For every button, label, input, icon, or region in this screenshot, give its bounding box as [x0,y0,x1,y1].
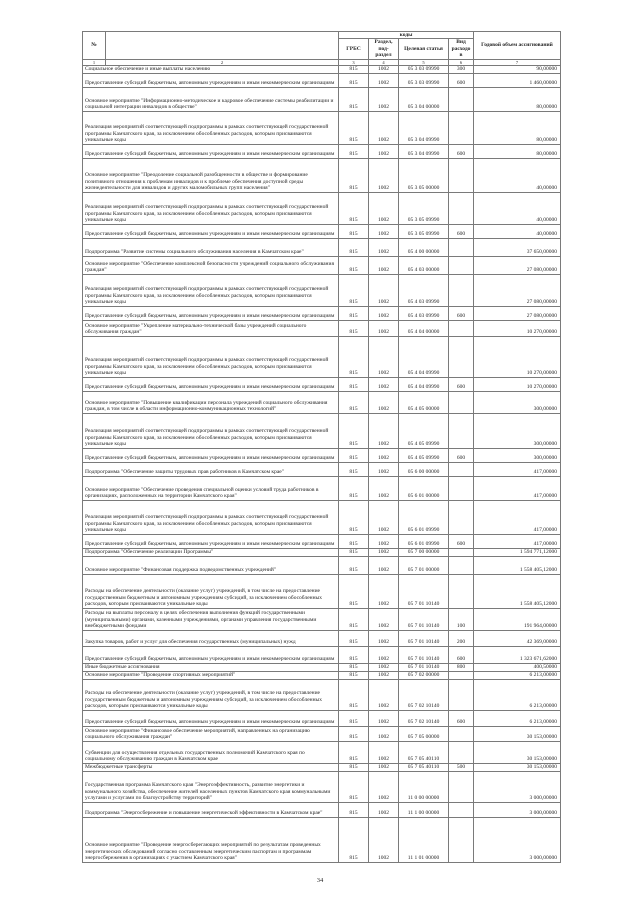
row-amount: 90,00000 [474,65,561,73]
table-row [83,679,561,710]
row-grbs: 815 [339,391,369,413]
row-name: Предоставление субсидий бюджетным, автономным учреждениям и иным некоммерческим организациям [83,646,339,663]
row-name: Расходы на обеспечение деятельности (оказание услуг) учреждений, в том числе на предоставление государственным бюджетным и автономным учреждениям субсидий, за исключением обособленных расходов, которым присваиваются уникальные коды [83,679,339,710]
row-name: Подпрограмма "Энергосбережение и повышение энергетической эффективности в Камчатском крае" [83,802,339,817]
row-section: 1002 [369,274,399,306]
table-row [83,802,561,817]
row-section: 1002 [369,391,399,413]
table-row [83,574,561,608]
table-row [83,726,561,741]
row-expense-type: 600 [449,306,474,320]
table-row [83,192,561,224]
row-target: 05 7 02 10140 [399,679,449,710]
row-grbs: 815 [339,462,369,476]
row-name: Подпрограмма "Обеспечение защиты трудовых прав работников в Камчатском крае" [83,462,339,476]
row-name: Основное мероприятие "Повышение квалификации персонала учреждений социального обслуживания граждан, в том числе в области информационно-коммуникационных технологий" [83,391,339,413]
table-row [83,448,561,462]
budget-table [82,31,561,863]
header-codes: коды [339,32,474,39]
table-body [83,65,561,862]
row-name: Субвенции для осуществления отдельных государственных полномочий Камчатского края по социальному обслуживанию граждан в Камчатском крае [83,741,339,763]
column-number: 5 [399,59,449,65]
row-grbs: 815 [339,65,369,73]
table-row [83,158,561,192]
row-amount: 300,00000 [474,391,561,413]
row-expense-type [449,158,474,192]
row-grbs: 815 [339,448,369,462]
row-name: Реализация мероприятий соответствующей подпрограммы в рамках соответствующей государственной программы Камчатского края, за исключением обособленных расходов, которым присваиваются уникальные коды [83,413,339,448]
row-expense-type [449,556,474,574]
row-expense-type [449,548,474,556]
row-section: 1002 [369,556,399,574]
row-expense-type: 600 [449,377,474,391]
row-grbs: 815 [339,320,369,336]
row-grbs: 815 [339,238,369,256]
row-name: Социальное обеспечение и иные выплаты населению [83,65,339,73]
row-section: 1002 [369,377,399,391]
table-row [83,377,561,391]
row-grbs: 815 [339,377,369,391]
row-section: 1002 [369,111,399,144]
table-row [83,336,561,377]
row-target: 05 6 01 00000 [399,476,449,500]
row-expense-type: 600 [449,646,474,663]
row-section: 1002 [369,802,399,817]
row-amount: 417,00000 [474,534,561,548]
row-target: 05 7 01 10140 [399,608,449,630]
row-target: 05 7 05 40110 [399,763,449,771]
column-number: 1 [83,59,106,65]
row-target: 05 6 00 00000 [399,462,449,476]
table-row [83,320,561,336]
table-row [83,224,561,238]
table-row [83,274,561,306]
column-number: 3 [339,59,369,65]
row-target: 05 7 00 00000 [399,548,449,556]
row-grbs: 815 [339,646,369,663]
table-row [83,663,561,671]
row-name: Государственная программа Камчатского края "Энергоэффективность, развитие энергетики и коммунального хозяйства, обеспечение жителей населенных пунктов Камчатского края коммунальными услугами и услугами по благоустройству территорий" [83,771,339,802]
row-section: 1002 [369,574,399,608]
row-name: Основное мероприятие "Преодоление социальной разобщенности в обществе и формирование позитивного отношения к проблемам инвалидов и к проблеме обеспечения доступной среды жизнедеятельности для инвалидов и других маломобильных групп населения" [83,158,339,192]
table-header [83,32,561,66]
row-expense-type [449,671,474,679]
row-target: 05 7 01 10140 [399,630,449,646]
row-expense-type: 100 [449,608,474,630]
row-name: Реализация мероприятий соответствующей подпрограммы в рамках соответствующей государственной программы Камчатского края, за исключением обособленных расходов, которым присваиваются уникальные коды [83,192,339,224]
row-expense-type: 600 [449,710,474,726]
row-grbs: 815 [339,763,369,771]
row-amount: 300,00000 [474,413,561,448]
row-section: 1002 [369,671,399,679]
row-section: 1002 [369,817,399,862]
row-section: 1002 [369,771,399,802]
row-expense-type [449,802,474,817]
row-amount: 30 153,00000 [474,741,561,763]
row-name: Реализация мероприятий соответствующей подпрограммы в рамках соответствующей государственной программы Камчатского края, за исключением обособленных расходов, которым присваиваются уникальные коды [83,336,339,377]
row-name: Основное мероприятие "Обеспечение проведения специальной оценки условий труда работников в организациях, расположенных на территории Камчатского края" [83,476,339,500]
row-expense-type [449,87,474,111]
table-row [83,144,561,158]
row-amount: 1 594 771,12000 [474,548,561,556]
row-grbs: 815 [339,111,369,144]
row-grbs: 815 [339,556,369,574]
row-name: Основное мероприятие "Проведение спортивных мероприятий" [83,671,339,679]
row-grbs: 815 [339,679,369,710]
row-grbs: 815 [339,256,369,274]
row-target: 11 1 00 00000 [399,802,449,817]
row-amount: 30 153,00000 [474,763,561,771]
row-name: Реализация мероприятий соответствующей подпрограммы в рамках соответствующей государственной программы Камчатского края, за исключением обособленных расходов, которым присваиваются уникальные коды [83,111,339,144]
row-amount: 40,00000 [474,158,561,192]
row-name: Основное мероприятие "Финансовое обеспечение мероприятий, направленных на организацию социального обслуживания граждан" [83,726,339,741]
row-section: 1002 [369,238,399,256]
header-number: № [83,32,106,60]
row-target: 05 3 04 00000 [399,87,449,111]
row-amount: 10 270,00000 [474,336,561,377]
table-row [83,256,561,274]
row-grbs: 815 [339,741,369,763]
table-row [83,763,561,771]
row-grbs: 815 [339,413,369,448]
row-amount: 417,00000 [474,462,561,476]
row-amount: 10 270,00000 [474,377,561,391]
row-name: Основное мероприятие "Проведение энергосберегающих мероприятий по результатам проведенных энергетических обследований согласно составленным энергетическим паспортам и программам энергосбережения в организациях с участием Камчатского края" [83,817,339,862]
row-name: Предоставление субсидий бюджетным, автономным учреждениям и иным некоммерческим организациям [83,534,339,548]
table-row [83,817,561,862]
row-section: 1002 [369,256,399,274]
row-amount: 417,00000 [474,476,561,500]
row-section: 1002 [369,144,399,158]
row-expense-type [449,256,474,274]
row-amount: 1 558 405,12000 [474,574,561,608]
row-name: Предоставление субсидий бюджетным, автономным учреждениям и иным некоммерческим организациям [83,710,339,726]
row-section: 1002 [369,548,399,556]
row-grbs: 815 [339,306,369,320]
row-name: Закупка товаров, работ и услуг для обеспечения государственных (муниципальных) нужд [83,630,339,646]
row-expense-type [449,274,474,306]
row-amount: 3 000,00000 [474,817,561,862]
table-row [83,391,561,413]
row-section: 1002 [369,224,399,238]
row-grbs: 815 [339,671,369,679]
row-target: 05 7 01 10140 [399,646,449,663]
row-expense-type [449,413,474,448]
row-grbs: 815 [339,224,369,238]
row-grbs: 815 [339,500,369,534]
row-grbs: 815 [339,574,369,608]
row-target: 05 4 04 00000 [399,320,449,336]
row-expense-type [449,500,474,534]
row-grbs: 815 [339,534,369,548]
row-amount: 40,00000 [474,224,561,238]
row-section: 1002 [369,320,399,336]
row-target: 05 4 05 00000 [399,391,449,413]
row-name: Расходы на выплаты персоналу в целях обеспечения выполнения функций государственными (муниципальными) органами, казенными учреждениями, органами управления государственными внебюджетными фондами [83,608,339,630]
row-section: 1002 [369,763,399,771]
column-number: 6 [449,59,474,65]
row-expense-type [449,238,474,256]
row-amount: 3 000,00000 [474,802,561,817]
row-grbs: 815 [339,726,369,741]
row-amount: 27 080,00000 [474,274,561,306]
row-name: Предоставление субсидий бюджетным, автономным учреждениям и иным некоммерческим организациям [83,144,339,158]
row-section: 1002 [369,306,399,320]
row-expense-type [449,771,474,802]
row-expense-type: 600 [449,448,474,462]
header-section: Раздел, под-раздел [369,39,399,59]
table-row [83,476,561,500]
table-row [83,87,561,111]
row-section: 1002 [369,448,399,462]
row-amount: 1 323 671,62000 [474,646,561,663]
row-grbs: 815 [339,817,369,862]
row-amount: 10 270,00000 [474,320,561,336]
row-section: 1002 [369,710,399,726]
row-target: 05 7 02 00000 [399,671,449,679]
row-grbs: 815 [339,663,369,671]
row-expense-type [449,320,474,336]
row-section: 1002 [369,336,399,377]
row-expense-type [449,817,474,862]
row-amount: 42 369,00000 [474,630,561,646]
row-amount: 40,00000 [474,192,561,224]
page-number: 34 [316,877,324,884]
row-section: 1002 [369,73,399,87]
row-expense-type [449,192,474,224]
row-expense-type [449,476,474,500]
header-name-blank [106,32,339,60]
table-row [83,608,561,630]
row-amount: 30 153,00000 [474,726,561,741]
row-amount: 191 964,00000 [474,608,561,630]
row-target: 05 3 03 09990 [399,65,449,73]
table-row [83,534,561,548]
table-row [83,73,561,87]
row-amount: 6 213,00000 [474,679,561,710]
table-row [83,646,561,663]
row-section: 1002 [369,462,399,476]
row-name: Предоставление субсидий бюджетным, автономным учреждениям и иным некоммерческим организациям [83,377,339,391]
row-name: Предоставление субсидий бюджетным, автономным учреждениям и иным некоммерческим организациям [83,448,339,462]
row-expense-type: 600 [449,224,474,238]
row-amount: 6 213,00000 [474,710,561,726]
row-section: 1002 [369,413,399,448]
table-row [83,556,561,574]
row-target: 05 4 05 09990 [399,413,449,448]
row-target: 05 4 05 09990 [399,448,449,462]
row-name: Предоставление субсидий бюджетным, автономным учреждениям и иным некоммерческим организациям [83,224,339,238]
row-grbs: 815 [339,802,369,817]
row-grbs: 815 [339,192,369,224]
row-name: Подпрограмма "Развитие системы социального обслуживания населения в Камчатском крае" [83,238,339,256]
row-target: 05 4 04 09990 [399,336,449,377]
row-grbs: 815 [339,274,369,306]
row-section: 1002 [369,646,399,663]
row-amount: 80,00000 [474,144,561,158]
row-amount: 27 080,00000 [474,256,561,274]
row-target: 05 7 01 10140 [399,663,449,671]
row-target: 05 4 03 09990 [399,274,449,306]
row-grbs: 815 [339,87,369,111]
table-row [83,548,561,556]
row-grbs: 815 [339,73,369,87]
row-target: 05 7 02 10140 [399,710,449,726]
table-row [83,500,561,534]
row-amount: 6 213,00000 [474,671,561,679]
row-name: Основное мероприятие "Обеспечение комплексной безопасности учреждений социального обслуживания граждан" [83,256,339,274]
row-target: 11 1 01 00000 [399,817,449,862]
row-target: 05 3 05 09990 [399,192,449,224]
row-grbs: 815 [339,608,369,630]
table-row [83,771,561,802]
row-target: 05 3 05 00000 [399,158,449,192]
row-target: 05 3 03 09990 [399,73,449,87]
row-expense-type: 600 [449,144,474,158]
row-name: Межбюджетные трансферты [83,763,339,771]
row-amount: 1 460,00000 [474,73,561,87]
row-section: 1002 [369,500,399,534]
table-row [83,462,561,476]
row-name: Подпрограмма "Обеспечение реализации Программы" [83,548,339,556]
row-name: Основное мероприятие "Информационно-методическое и кадровое обеспечение системы реабилитации и социальной интеграции инвалидов в обществе" [83,87,339,111]
row-amount: 80,00000 [474,111,561,144]
row-amount: 80,00000 [474,87,561,111]
row-section: 1002 [369,726,399,741]
row-name: Реализация мероприятий соответствующей подпрограммы в рамках соответствующей государственной программы Камчатского края, за исключением обособленных расходов, которым присваиваются уникальные коды [83,500,339,534]
table-row [83,111,561,144]
row-target: 05 4 03 00000 [399,256,449,274]
table-row [83,413,561,448]
table-row [83,306,561,320]
row-section: 1002 [369,679,399,710]
row-section: 1002 [369,87,399,111]
row-expense-type: 600 [449,534,474,548]
row-expense-type [449,391,474,413]
row-expense-type [449,336,474,377]
row-name: Иные бюджетные ассигнования [83,663,339,671]
table-row [83,710,561,726]
row-section: 1002 [369,192,399,224]
table-row [83,238,561,256]
row-expense-type: 800 [449,663,474,671]
row-grbs: 815 [339,710,369,726]
row-name: Реализация мероприятий соответствующей подпрограммы в рамках соответствующей государственной программы Камчатского края, за исключением обособленных расходов, которым присваиваются уникальные коды [83,274,339,306]
row-name: Предоставление субсидий бюджетным, автономным учреждениям и иным некоммерческим организациям [83,306,339,320]
row-amount: 1 558 405,12000 [474,556,561,574]
row-amount: 417,00000 [474,500,561,534]
row-target: 05 7 01 00000 [399,556,449,574]
row-expense-type [449,574,474,608]
header-expense-type: Вид расходов [449,39,474,59]
row-amount: 27 080,00000 [474,306,561,320]
row-target: 05 3 04 09990 [399,144,449,158]
row-section: 1002 [369,608,399,630]
row-section: 1002 [369,630,399,646]
row-target: 05 4 00 00000 [399,238,449,256]
table-row [83,630,561,646]
row-grbs: 815 [339,630,369,646]
row-expense-type: 200 [449,630,474,646]
row-amount: 3 000,00000 [474,771,561,802]
row-grbs: 815 [339,158,369,192]
row-target: 05 3 05 09990 [399,224,449,238]
row-name: Расходы на обеспечение деятельности (оказание услуг) учреждений, в том числе на предоставление государственным бюджетным и автономным учреждениям субсидий, за исключением обособленных расходов, которым присваиваются уникальные коды [83,574,339,608]
row-grbs: 815 [339,144,369,158]
row-section: 1002 [369,65,399,73]
row-target: 05 3 04 09990 [399,111,449,144]
row-expense-type [449,679,474,710]
row-expense-type [449,111,474,144]
header-target: Целевая статья [399,39,449,59]
row-target: 05 6 01 09990 [399,500,449,534]
row-target: 05 6 01 09990 [399,534,449,548]
row-section: 1002 [369,476,399,500]
table-row [83,741,561,763]
row-target: 05 7 05 40110 [399,741,449,763]
row-amount: 37 650,00000 [474,238,561,256]
header-amount: Годовой объем ассигнований [474,32,561,60]
row-section: 1002 [369,741,399,763]
row-expense-type [449,741,474,763]
row-target: 05 7 05 00000 [399,726,449,741]
row-name: Основное мероприятие "Финансовая поддержка подведомственных учреждений" [83,556,339,574]
column-number: 4 [369,59,399,65]
column-number: 7 [474,59,561,65]
row-expense-type: 300 [449,65,474,73]
row-target: 05 4 04 09990 [399,377,449,391]
row-grbs: 815 [339,771,369,802]
row-amount: 400,50000 [474,663,561,671]
row-expense-type [449,462,474,476]
column-number: 2 [106,59,339,65]
row-expense-type: 500 [449,763,474,771]
row-target: 05 7 01 10140 [399,574,449,608]
row-target: 05 4 03 09990 [399,306,449,320]
row-section: 1002 [369,534,399,548]
row-section: 1002 [369,663,399,671]
table-row [83,671,561,679]
row-name: Основное мероприятие "Укрепление материально-технической базы учреждений социального обслуживания граждан" [83,320,339,336]
header-grbs: ГРБС [339,39,369,59]
row-target: 11 0 00 00000 [399,771,449,802]
row-amount: 300,00000 [474,448,561,462]
row-grbs: 815 [339,548,369,556]
table-row [83,65,561,73]
row-expense-type: 600 [449,73,474,87]
row-expense-type [449,726,474,741]
header-row-codes [83,32,561,39]
row-name: Предоставление субсидий бюджетным, автономным учреждениям и иным некоммерческим организациям [83,73,339,87]
row-grbs: 815 [339,336,369,377]
row-section: 1002 [369,158,399,192]
row-grbs: 815 [339,476,369,500]
